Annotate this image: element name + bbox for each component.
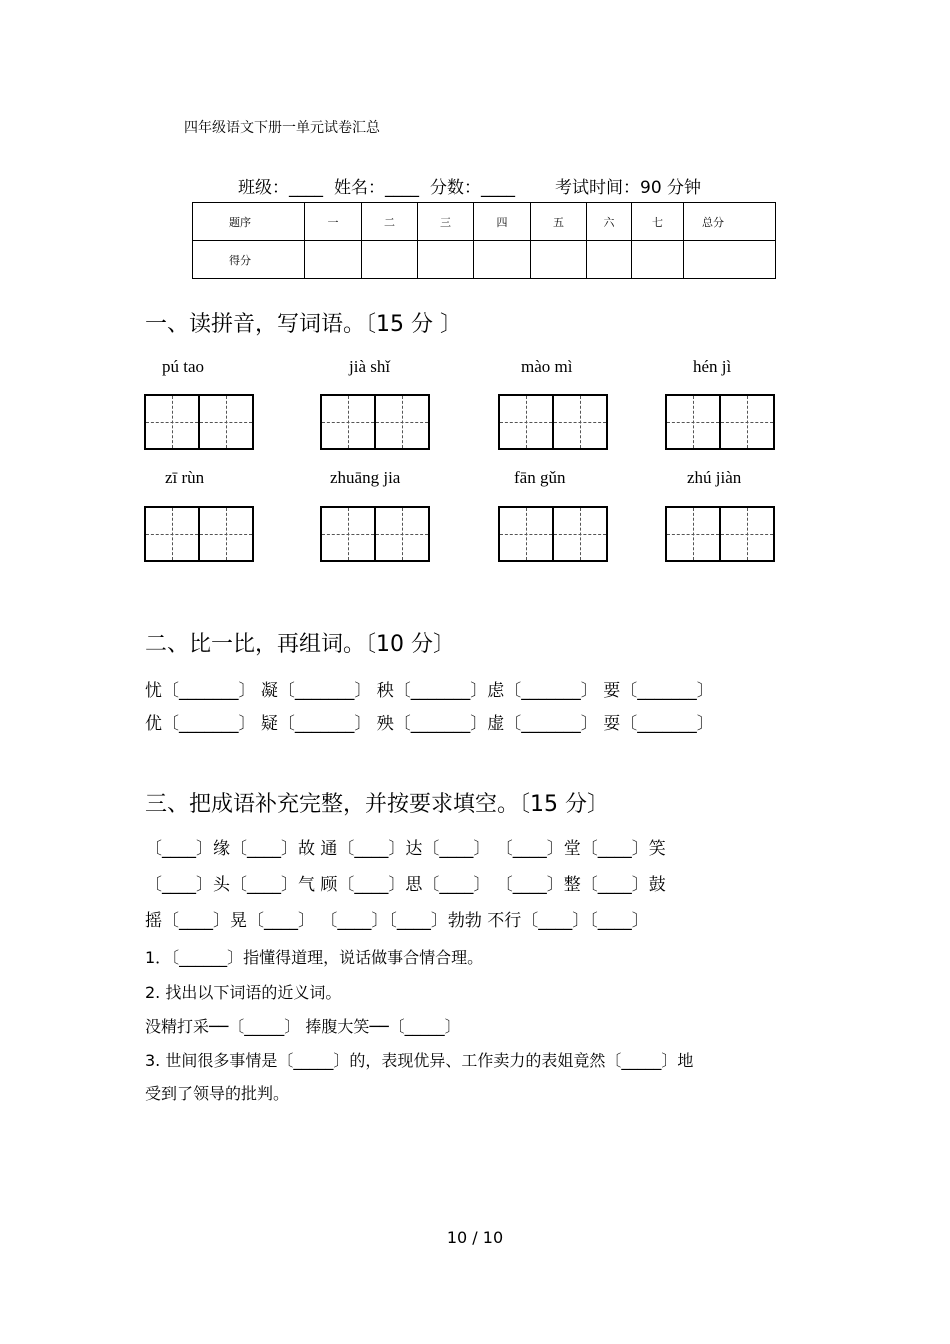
pinyin-label: fān gǔn <box>514 468 566 487</box>
score-row-label: 得分 <box>193 241 305 279</box>
page-number: 10 / 10 <box>446 1228 504 1247</box>
writing-grid <box>320 394 430 450</box>
score-cell <box>305 241 362 279</box>
question-3: 3. 世间很多事情是〔_____〕的，表现优异、工作卖力的表姐竟然〔_____〕地 <box>145 1051 694 1070</box>
pinyin-label: zhú jiàn <box>687 468 742 487</box>
writing-grid <box>144 506 254 562</box>
class-field: 班级：____ <box>238 178 323 198</box>
question-1: 1．〔______〕指懂得道理，说话做事合情合理。 <box>145 948 484 967</box>
score-table <box>192 202 776 279</box>
header-cell-5: 五 <box>531 203 587 241</box>
pinyin-label: zī rùn <box>165 468 205 487</box>
score-cell <box>531 241 587 279</box>
score-table-score-row <box>193 241 776 279</box>
section3-heading: 三、把成语补充完整，并按要求填空。〔15 分〕 <box>145 792 609 817</box>
name-field: 姓名：____ <box>334 178 419 198</box>
pinyin-label: pú tao <box>162 357 205 376</box>
writing-grid <box>320 506 430 562</box>
header-cell-7: 七 <box>632 203 684 241</box>
score-cell <box>474 241 531 279</box>
section1-heading: 一、读拼音，写词语。〔15 分 〕 <box>145 312 462 337</box>
pinyin-label: mào mì <box>521 357 573 376</box>
idiom-row: 〔____〕缘〔____〕故 通〔____〕达〔____〕 〔____〕堂〔____〕笑 <box>145 839 666 859</box>
score-cell <box>632 241 684 279</box>
question-2-answers: 没精打采──〔_____〕 捧腹大笑──〔_____〕 <box>145 1017 461 1036</box>
score-field: 分数：____ <box>430 178 515 198</box>
pinyin-label: zhuāng jia <box>330 468 401 487</box>
score-cell <box>684 241 776 279</box>
score-cell <box>362 241 418 279</box>
section2-heading: 二、比一比，再组词。〔10 分〕 <box>145 632 455 657</box>
header-cell-3: 三 <box>418 203 474 241</box>
question-3-continued: 受到了领导的批判。 <box>145 1084 290 1103</box>
writing-grid <box>498 506 608 562</box>
writing-grid <box>665 506 775 562</box>
exam-time: 考试时间：90 分钟 <box>555 178 702 198</box>
score-cell <box>418 241 474 279</box>
header-cell-6: 六 <box>587 203 632 241</box>
idiom-row: 〔____〕头〔____〕气 顾〔____〕思〔____〕 〔____〕整〔____〕鼓 <box>145 875 666 895</box>
header-cell-2: 二 <box>362 203 418 241</box>
document-title: 四年级语文下册一单元试卷汇总 <box>184 120 380 136</box>
score-table-header-row <box>193 203 776 241</box>
header-cell-4: 四 <box>474 203 531 241</box>
header-cell-order: 题序 <box>193 203 305 241</box>
writing-grid <box>665 394 775 450</box>
question-2: 2. 找出以下词语的近义词。 <box>145 983 342 1002</box>
header-cell-1: 一 <box>305 203 362 241</box>
writing-grid <box>498 394 608 450</box>
compare-row: 优〔_______〕 疑〔_______〕 殃〔_______〕虚〔_______〕 耍〔_______〕 <box>145 714 714 734</box>
writing-grid <box>144 394 254 450</box>
compare-row: 忧〔_______〕 凝〔_______〕 秧〔_______〕虑〔_______〕 要〔_______〕 <box>145 681 714 701</box>
header-cell-total: 总分 <box>684 203 776 241</box>
score-cell <box>587 241 632 279</box>
idiom-row: 摇〔____〕晃〔____〕 〔____〕〔____〕勃勃 不行〔____〕〔____〕 <box>145 911 649 931</box>
pinyin-label: hén jì <box>693 357 732 376</box>
pinyin-label: jià shǐ <box>349 357 391 376</box>
